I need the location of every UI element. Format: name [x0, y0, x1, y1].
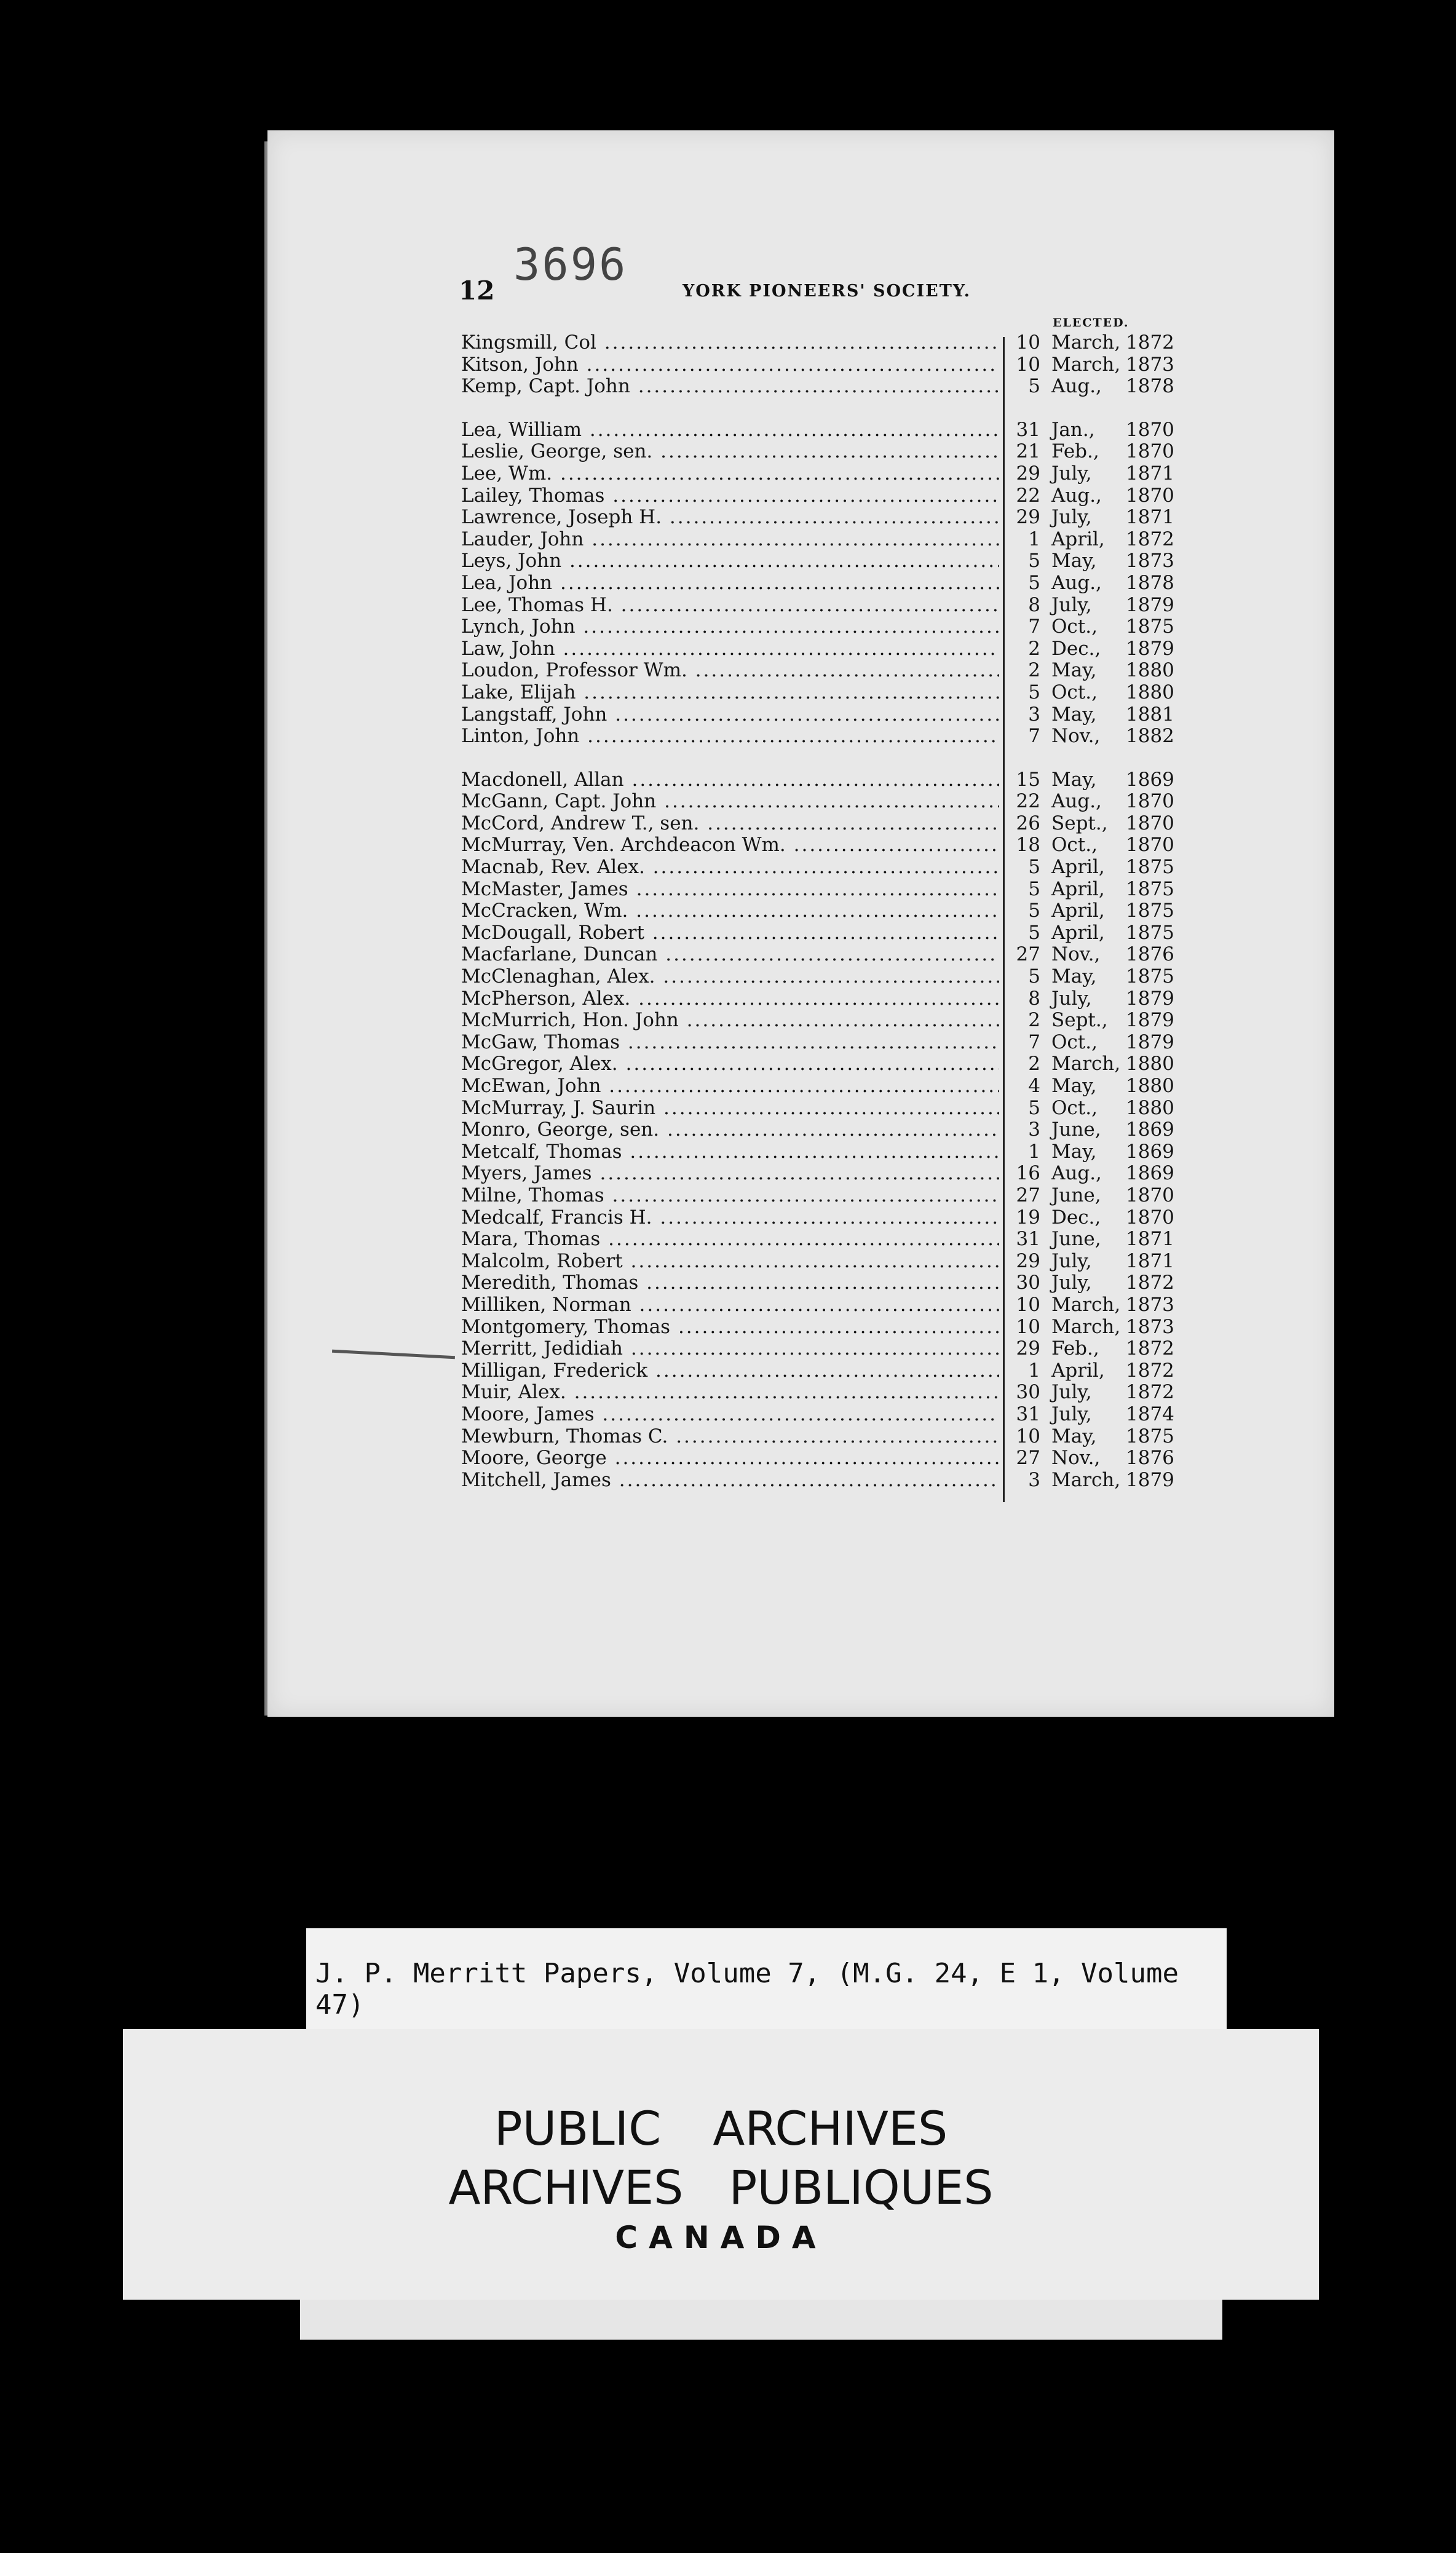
- elected-year: 1880: [1126, 1053, 1174, 1075]
- collection-label: [306, 1928, 1227, 2034]
- elected-month: Dec.,: [1051, 637, 1101, 660]
- archives-stamp: [123, 2029, 1319, 2300]
- elected-day: 21: [1016, 440, 1040, 463]
- member-row: [458, 1119, 1187, 1141]
- elected-month: June,: [1051, 1228, 1101, 1251]
- elected-year: 1870: [1126, 1206, 1174, 1229]
- elected-month: March,: [1051, 353, 1121, 376]
- elected-year: 1880: [1126, 659, 1174, 682]
- elected-month: Sept.,: [1051, 1009, 1108, 1032]
- elected-year: 1870: [1126, 484, 1174, 507]
- elected-month: May,: [1051, 550, 1097, 572]
- elected-month: Oct.,: [1051, 1096, 1098, 1119]
- elected-month: Feb.,: [1051, 1337, 1099, 1360]
- member-row: [458, 1294, 1187, 1316]
- member-name: Law, John .....: [461, 638, 999, 660]
- elected-day: 2: [1028, 659, 1040, 682]
- elected-day: 22: [1016, 484, 1040, 507]
- member-row: [458, 1207, 1187, 1229]
- page-number: 12: [459, 275, 495, 306]
- member-row: [458, 572, 1187, 595]
- elected-month: Sept.,: [1051, 812, 1108, 834]
- elected-day: 7: [1028, 1031, 1040, 1053]
- member-row: [458, 682, 1187, 704]
- elected-year: 1875: [1126, 615, 1174, 638]
- elected-day: 5: [1028, 571, 1040, 594]
- elected-month: March,: [1051, 331, 1121, 354]
- member-name: McGann, Capt. John .....: [461, 791, 999, 813]
- member-name: Monro, George, sen. .....: [461, 1119, 999, 1141]
- member-row: [458, 1075, 1187, 1098]
- elected-day: 29: [1016, 506, 1040, 529]
- elected-year: 1869: [1126, 1162, 1174, 1185]
- elected-month: June,: [1051, 1118, 1101, 1141]
- elected-month: July,: [1051, 1403, 1092, 1425]
- elected-day: 15: [1016, 768, 1040, 791]
- elected-month: April,: [1051, 856, 1105, 879]
- member-name: Kingsmill, Col .....: [461, 332, 999, 354]
- member-row: [458, 1338, 1187, 1360]
- elected-year: 1873: [1126, 550, 1174, 572]
- member-row: [458, 485, 1187, 507]
- elected-month: July,: [1051, 1381, 1092, 1404]
- elected-year: 1872: [1126, 1381, 1174, 1404]
- stamp-number: 3696: [513, 239, 628, 290]
- member-row: [458, 529, 1187, 551]
- elected-year: 1869: [1126, 1140, 1174, 1163]
- elected-month: April,: [1051, 528, 1105, 550]
- member-row: [458, 550, 1187, 572]
- elected-day: 5: [1028, 1096, 1040, 1119]
- elected-day: 18: [1016, 834, 1040, 857]
- elected-month: July,: [1051, 987, 1092, 1010]
- member-row: [458, 507, 1187, 529]
- elected-day: 27: [1016, 943, 1040, 966]
- member-row: [458, 857, 1187, 879]
- elected-year: 1878: [1126, 571, 1174, 594]
- elected-month: Feb.,: [1051, 440, 1099, 463]
- elected-day: 27: [1016, 1447, 1040, 1470]
- member-row: [458, 966, 1187, 988]
- member-name: Merritt, Jedidiah .....: [461, 1338, 999, 1360]
- member-row: [458, 1032, 1187, 1054]
- elected-month: Nov.,: [1051, 725, 1101, 748]
- elected-day: 10: [1016, 1315, 1040, 1338]
- elected-day: 29: [1016, 1249, 1040, 1272]
- member-name: Lake, Elijah .....: [461, 682, 999, 704]
- elected-year: 1870: [1126, 418, 1174, 441]
- member-row: [458, 419, 1187, 441]
- elected-year: 1878: [1126, 375, 1174, 398]
- member-name: Mewburn, Thomas C. .....: [461, 1426, 999, 1448]
- member-row: [458, 1185, 1187, 1207]
- member-row: [458, 900, 1187, 922]
- elected-month: June,: [1051, 1184, 1101, 1206]
- elected-month: April,: [1051, 921, 1105, 944]
- member-row: [458, 1098, 1187, 1120]
- elected-month: April,: [1051, 1359, 1105, 1382]
- member-name: Moore, James .....: [461, 1404, 999, 1426]
- member-name: Mitchell, James .....: [461, 1470, 999, 1492]
- member-row: [458, 1470, 1187, 1492]
- member-name: McEwan, John .....: [461, 1075, 999, 1098]
- elected-day: 10: [1016, 353, 1040, 376]
- elected-day: 19: [1016, 1206, 1040, 1229]
- member-row: [458, 1382, 1187, 1404]
- member-row: [458, 769, 1187, 791]
- elected-year: 1873: [1126, 1315, 1174, 1338]
- elected-day: 5: [1028, 681, 1040, 703]
- elected-month: July,: [1051, 506, 1092, 529]
- elected-month: Oct.,: [1051, 615, 1098, 638]
- elected-month: Aug.,: [1051, 790, 1102, 813]
- member-name: McMurrich, Hon. John .....: [461, 1010, 999, 1032]
- member-list: [458, 332, 1187, 1491]
- elected-month: July,: [1051, 1272, 1092, 1294]
- stamp-line-2: ARCHIVES PUBLIQUES: [448, 2160, 994, 2215]
- elected-year: 1875: [1126, 856, 1174, 879]
- member-row: [458, 879, 1187, 901]
- elected-year: 1872: [1126, 1359, 1174, 1382]
- elected-year: 1870: [1126, 440, 1174, 463]
- elected-year: 1875: [1126, 1425, 1174, 1447]
- elected-month: May,: [1051, 768, 1097, 791]
- elected-year: 1870: [1126, 812, 1174, 834]
- elected-month: April,: [1051, 877, 1105, 900]
- member-name: Lauder, John .....: [461, 529, 999, 551]
- elected-month: Nov.,: [1051, 943, 1101, 966]
- member-row: [458, 463, 1187, 485]
- elected-month: April,: [1051, 900, 1105, 922]
- elected-day: 29: [1016, 1337, 1040, 1360]
- elected-month: Aug.,: [1051, 484, 1102, 507]
- elected-day: 4: [1028, 1075, 1040, 1097]
- member-name: McDougall, Robert .....: [461, 922, 999, 944]
- member-name: Milne, Thomas .....: [461, 1185, 999, 1207]
- member-row: [458, 595, 1187, 617]
- member-name: Lee, Wm. .....: [461, 463, 999, 485]
- member-name: Macfarlane, Duncan .....: [461, 944, 999, 966]
- member-row: [458, 354, 1187, 376]
- elected-year: 1870: [1126, 834, 1174, 857]
- stamp-line-3: CANADA: [615, 2220, 827, 2255]
- member-name: Metcalf, Thomas .....: [461, 1141, 999, 1163]
- member-name: Lea, William .....: [461, 419, 999, 441]
- elected-year: 1869: [1126, 1118, 1174, 1141]
- elected-day: 22: [1016, 790, 1040, 813]
- member-row: [458, 1141, 1187, 1163]
- elected-year: 1876: [1126, 1447, 1174, 1470]
- elected-year: 1879: [1126, 987, 1174, 1010]
- member-row: [458, 1229, 1187, 1251]
- member-name: McGregor, Alex. .....: [461, 1053, 999, 1075]
- elected-month: Aug.,: [1051, 375, 1102, 398]
- elected-day: 31: [1016, 1403, 1040, 1425]
- elected-day: 10: [1016, 1425, 1040, 1447]
- member-name: Leslie, George, sen. .....: [461, 441, 999, 463]
- elected-day: 27: [1016, 1184, 1040, 1206]
- elected-year: 1873: [1126, 353, 1174, 376]
- elected-day: 16: [1016, 1162, 1040, 1185]
- member-name: Langstaff, John .....: [461, 704, 999, 726]
- member-row: [458, 1426, 1187, 1448]
- member-name: Montgomery, Thomas .....: [461, 1316, 999, 1339]
- member-row: [458, 1360, 1187, 1382]
- member-row: [458, 660, 1187, 682]
- member-name: McCord, Andrew T., sen. .....: [461, 813, 999, 835]
- elected-day: 8: [1028, 593, 1040, 616]
- member-name: Lynch, John .....: [461, 616, 999, 638]
- member-name: Milliken, Norman .....: [461, 1294, 999, 1316]
- member-name: Kitson, John .....: [461, 354, 999, 376]
- elected-day: 5: [1028, 856, 1040, 879]
- member-row: [458, 988, 1187, 1010]
- member-row: [458, 726, 1187, 748]
- elected-month: March,: [1051, 1468, 1121, 1491]
- member-name: McCracken, Wm. .....: [461, 900, 999, 922]
- elected-day: 30: [1016, 1272, 1040, 1294]
- member-row: [458, 1251, 1187, 1273]
- member-name: Leys, John .....: [461, 550, 999, 572]
- elected-year: 1875: [1126, 921, 1174, 944]
- elected-year: 1879: [1126, 1009, 1174, 1032]
- member-name: Lee, Thomas H. .....: [461, 595, 999, 617]
- stamp-line-1: PUBLIC ARCHIVES: [494, 2101, 948, 2156]
- member-row: [458, 1010, 1187, 1032]
- member-name: McClenaghan, Alex. .....: [461, 966, 999, 988]
- member-name: Malcolm, Robert .....: [461, 1251, 999, 1273]
- elected-year: 1870: [1126, 1184, 1174, 1206]
- member-name: McMurray, Ven. Archdeacon Wm. .....: [461, 834, 999, 857]
- elected-day: 1: [1028, 1140, 1040, 1163]
- elected-year: 1879: [1126, 1468, 1174, 1491]
- elected-day: 3: [1028, 1468, 1040, 1491]
- elected-month: May,: [1051, 703, 1097, 726]
- elected-year: 1879: [1126, 1031, 1174, 1053]
- elected-year: 1880: [1126, 681, 1174, 703]
- member-name: Macnab, Rev. Alex. .....: [461, 857, 999, 879]
- member-name: Loudon, Professor Wm. .....: [461, 660, 999, 682]
- elected-year: 1875: [1126, 965, 1174, 988]
- member-name: Muir, Alex. .....: [461, 1382, 999, 1404]
- member-row: [458, 332, 1187, 354]
- elected-year: 1871: [1126, 1228, 1174, 1251]
- elected-month: Dec.,: [1051, 1206, 1101, 1229]
- elected-month: Aug.,: [1051, 571, 1102, 594]
- elected-month: March,: [1051, 1315, 1121, 1338]
- elected-month: May,: [1051, 1425, 1097, 1447]
- elected-year: 1872: [1126, 528, 1174, 550]
- member-name: McMurray, J. Saurin .....: [461, 1098, 999, 1120]
- elected-day: 31: [1016, 1228, 1040, 1251]
- member-name: Moore, George .....: [461, 1447, 999, 1470]
- elected-day: 7: [1028, 615, 1040, 638]
- member-row: [458, 791, 1187, 813]
- member-name: Kemp, Capt. John .....: [461, 376, 999, 398]
- member-name: Lawrence, Joseph H. .....: [461, 507, 999, 529]
- elected-month: July,: [1051, 593, 1092, 616]
- elected-year: 1880: [1126, 1075, 1174, 1097]
- elected-month: July,: [1051, 462, 1092, 485]
- member-row: [458, 922, 1187, 944]
- elected-day: 10: [1016, 1293, 1040, 1316]
- member-name: Meredith, Thomas .....: [461, 1272, 999, 1294]
- elected-day: 26: [1016, 812, 1040, 834]
- member-row: [458, 616, 1187, 638]
- elected-day: 5: [1028, 877, 1040, 900]
- elected-day: 30: [1016, 1381, 1040, 1404]
- elected-month: May,: [1051, 659, 1097, 682]
- member-name: Myers, James .....: [461, 1163, 999, 1185]
- elected-day: 3: [1028, 703, 1040, 726]
- running-head: YORK PIONEERS' SOCIETY.: [682, 282, 971, 301]
- elected-day: 5: [1028, 900, 1040, 922]
- elected-year: 1869: [1126, 768, 1174, 791]
- member-name: McMaster, James .....: [461, 879, 999, 901]
- elected-month: Aug.,: [1051, 1162, 1102, 1185]
- elected-year: 1872: [1126, 1272, 1174, 1294]
- elected-day: 2: [1028, 637, 1040, 660]
- member-name: Mara, Thomas .....: [461, 1229, 999, 1251]
- elected-year: 1882: [1126, 725, 1174, 748]
- elected-year: 1870: [1126, 790, 1174, 813]
- elected-year: 1881: [1126, 703, 1174, 726]
- elected-month: March,: [1051, 1293, 1121, 1316]
- member-row: [458, 376, 1187, 398]
- member-row: [458, 1163, 1187, 1185]
- member-name: Milligan, Frederick .....: [461, 1360, 999, 1382]
- elected-day: 2: [1028, 1009, 1040, 1032]
- elected-year: 1874: [1126, 1403, 1174, 1425]
- member-row: [458, 944, 1187, 966]
- member-name: McPherson, Alex. .....: [461, 988, 999, 1010]
- elected-year: 1871: [1126, 1249, 1174, 1272]
- member-row: [458, 1316, 1187, 1339]
- elected-year: 1871: [1126, 506, 1174, 529]
- elected-day: 5: [1028, 965, 1040, 988]
- elected-month: May,: [1051, 1075, 1097, 1097]
- elected-year: 1879: [1126, 593, 1174, 616]
- elected-year: 1875: [1126, 900, 1174, 922]
- member-row: [458, 1053, 1187, 1075]
- elected-year: 1876: [1126, 943, 1174, 966]
- member-name: Macdonell, Allan .....: [461, 769, 999, 791]
- elected-day: 31: [1016, 418, 1040, 441]
- member-row: [458, 834, 1187, 857]
- elected-month: Jan.,: [1051, 418, 1095, 441]
- elected-day: 10: [1016, 331, 1040, 354]
- elected-month: May,: [1051, 965, 1097, 988]
- elected-month: Oct.,: [1051, 681, 1098, 703]
- elected-day: 1: [1028, 1359, 1040, 1382]
- member-name: Linton, John .....: [461, 726, 999, 748]
- elected-year: 1872: [1126, 331, 1174, 354]
- elected-day: 29: [1016, 462, 1040, 485]
- member-row: [458, 441, 1187, 463]
- elected-year: 1872: [1126, 1337, 1174, 1360]
- elected-year: 1875: [1126, 877, 1174, 900]
- member-row: [458, 1272, 1187, 1294]
- elected-month: Oct.,: [1051, 834, 1098, 857]
- member-row: [458, 813, 1187, 835]
- elected-year: 1873: [1126, 1293, 1174, 1316]
- elected-day: 1: [1028, 528, 1040, 550]
- elected-day: 5: [1028, 921, 1040, 944]
- elected-column-heading: ELECTED.: [1053, 316, 1130, 330]
- elected-month: Oct.,: [1051, 1031, 1098, 1053]
- elected-day: 8: [1028, 987, 1040, 1010]
- elected-year: 1880: [1126, 1096, 1174, 1119]
- elected-day: 3: [1028, 1118, 1040, 1141]
- collection-label-text: J. P. Merritt Papers, Volume 7, (M.G. 24, E 1, Volume 47): [315, 1958, 1179, 2021]
- elected-month: March,: [1051, 1053, 1121, 1075]
- elected-day: 5: [1028, 550, 1040, 572]
- elected-day: 2: [1028, 1053, 1040, 1075]
- elected-month: Nov.,: [1051, 1447, 1101, 1470]
- elected-day: 5: [1028, 375, 1040, 398]
- elected-year: 1871: [1126, 462, 1174, 485]
- elected-month: July,: [1051, 1249, 1092, 1272]
- elected-year: 1879: [1126, 637, 1174, 660]
- elected-month: May,: [1051, 1140, 1097, 1163]
- elected-day: 7: [1028, 725, 1040, 748]
- member-row: [458, 1404, 1187, 1426]
- member-row: [458, 704, 1187, 726]
- member-name: McGaw, Thomas .....: [461, 1032, 999, 1054]
- member-row: [458, 1447, 1187, 1470]
- member-name: Lailey, Thomas .....: [461, 485, 999, 507]
- member-row: [458, 638, 1187, 660]
- member-name: Lea, John .....: [461, 572, 999, 595]
- member-name: Medcalf, Francis H. .....: [461, 1207, 999, 1229]
